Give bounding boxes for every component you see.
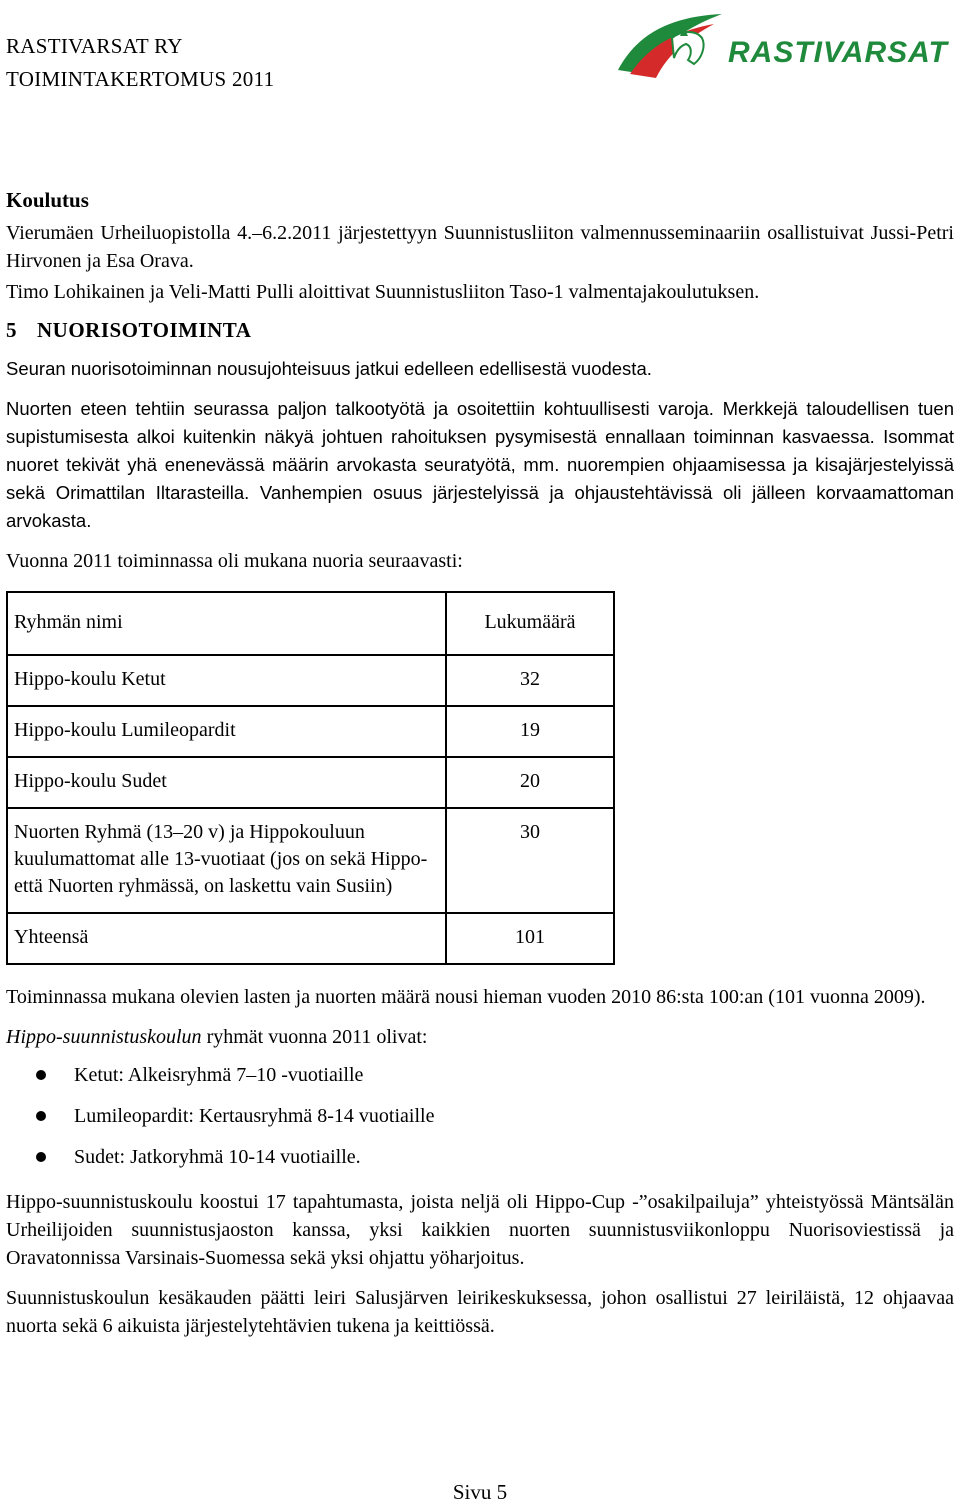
table-row <box>7 808 614 913</box>
table-header-row <box>7 592 614 655</box>
rastivarsat-logo <box>610 8 948 86</box>
groups-intro-rest: ryhmät vuonna 2011 olivat: <box>201 1026 428 1048</box>
report-title: TOIMINTAKERTOMUS 2011 <box>6 67 275 91</box>
horse-swoosh-icon <box>610 8 730 86</box>
logo-wordmark: RASTIVARSAT <box>728 36 948 69</box>
group-name-cell: Nuorten Ryhmä (13–20 v) ja Hippokouluun kuulumattomat alle 13-vuotiaat (jos on sekä Hippo- että Nuorten ryhmässä, on laskettu vain Susiin) <box>7 808 446 913</box>
total-label-cell: Yhteensä <box>7 913 446 964</box>
table-total-row <box>7 913 614 964</box>
table-row <box>7 706 614 757</box>
koulutus-paragraph-2: Timo Lohikainen ja Veli-Matti Pulli aloittivat Suunnistusliiton Taso-1 valmentajakoulutuksen. <box>6 281 760 303</box>
table-intro: Vuonna 2011 toiminnassa oli mukana nuoria seuraavasti: <box>6 550 463 572</box>
youth-groups-table <box>6 591 615 965</box>
koulutus-heading: Koulutus <box>6 188 89 212</box>
list-item: Sudet: Jatkoryhmä 10-14 vuotiaille. <box>6 1137 954 1178</box>
group-name-cell: Hippo-koulu Ketut <box>7 655 446 706</box>
table-row <box>7 757 614 808</box>
group-name-cell: Hippo-koulu Sudet <box>7 757 446 808</box>
org-name: RASTIVARSAT RY <box>6 34 183 58</box>
section-title: NUORISOTOIMINTA <box>37 318 252 342</box>
table-row <box>7 655 614 706</box>
page-content <box>6 188 954 1352</box>
nuoriso-paragraph-2: Nuorten eteen tehtiin seurassa paljon talkootyötä ja osoitettiin kohtuullisesti varoja. Merkkejä taloudellisen tuen supistumisesta alkoi kuitenkin näkyä johtuen rahoituksen pysymisestä ennallaan toiminnan kasvaessa. Isommat nuoret tekivät yhä enenevässä määrin arvokasta seuratyötä, mm. nuorempien ohjaamisessa ja kisajärjestelyissä sekä Orimattilan Iltarasteilla. Vanhempien osuus järjestelyissä ja ohjaustehtävissä oli jälleen korvaamattoman arvokasta. <box>6 398 954 531</box>
camp-paragraph: Suunnistuskoulun kesäkauden päätti leiri Salusjärven leirikeskuksessa, johon osallistui 27 leiriläistä, 12 ohjaavaa nuorta sekä 6 aikuista järjestelytehtävien tukena ja keittiössä. <box>6 1287 954 1337</box>
groups-intro-italic: Hippo-suunnistuskoulun <box>6 1026 202 1048</box>
page-number: Sivu 5 <box>452 1480 508 1504</box>
column-header-group-name: Ryhmän nimi <box>7 592 446 655</box>
koulutus-paragraph-1: Vierumäen Urheiluopistolla 4.–6.2.2011 järjestettyyn Suunnistusliiton valmennusseminaariin osallistuivat Jussi-Petri Hirvonen ja Esa Orava. <box>6 222 954 272</box>
document-header <box>6 30 274 96</box>
group-count-cell: 19 <box>446 706 614 757</box>
groups-intro <box>6 1023 954 1051</box>
participation-paragraph: Toiminnassa mukana olevien lasten ja nuorten määrä nousi hieman vuoden 2010 86:sta 100:an (101 vuonna 2009). <box>6 986 926 1008</box>
group-count-cell: 32 <box>446 655 614 706</box>
group-name-cell: Hippo-koulu Lumileopardit <box>7 706 446 757</box>
section-5-heading <box>6 318 954 343</box>
list-item: Lumileopardit: Kertausryhmä 8-14 vuotiaille <box>6 1096 954 1137</box>
list-item: Ketut: Alkeisryhmä 7–10 -vuotiaille <box>6 1055 954 1096</box>
hippo-school-paragraph: Hippo-suunnistuskoulu koostui 17 tapahtumasta, joista neljä oli Hippo-Cup -”osakilpailuja” yhteistyössä Mäntsälän Urheilijoiden suunnistusjaoston kanssa, yksi kaikkien nuorten suunnistusviikonloppu Nuorisoviestissä ja Oravatonnissa Varsinais-Suomessa sekä yksi ohjattu yöharjoitus. <box>6 1191 954 1269</box>
groups-list <box>6 1055 954 1178</box>
section-number: 5 <box>6 318 17 342</box>
total-count-cell: 101 <box>446 913 614 964</box>
column-header-count: Lukumäärä <box>446 592 614 655</box>
group-count-cell: 20 <box>446 757 614 808</box>
group-count-cell: 30 <box>446 808 614 913</box>
nuoriso-paragraph-1: Seuran nuorisotoiminnan nousujohteisuus jatkui edelleen edellisestä vuodesta. <box>6 358 652 379</box>
